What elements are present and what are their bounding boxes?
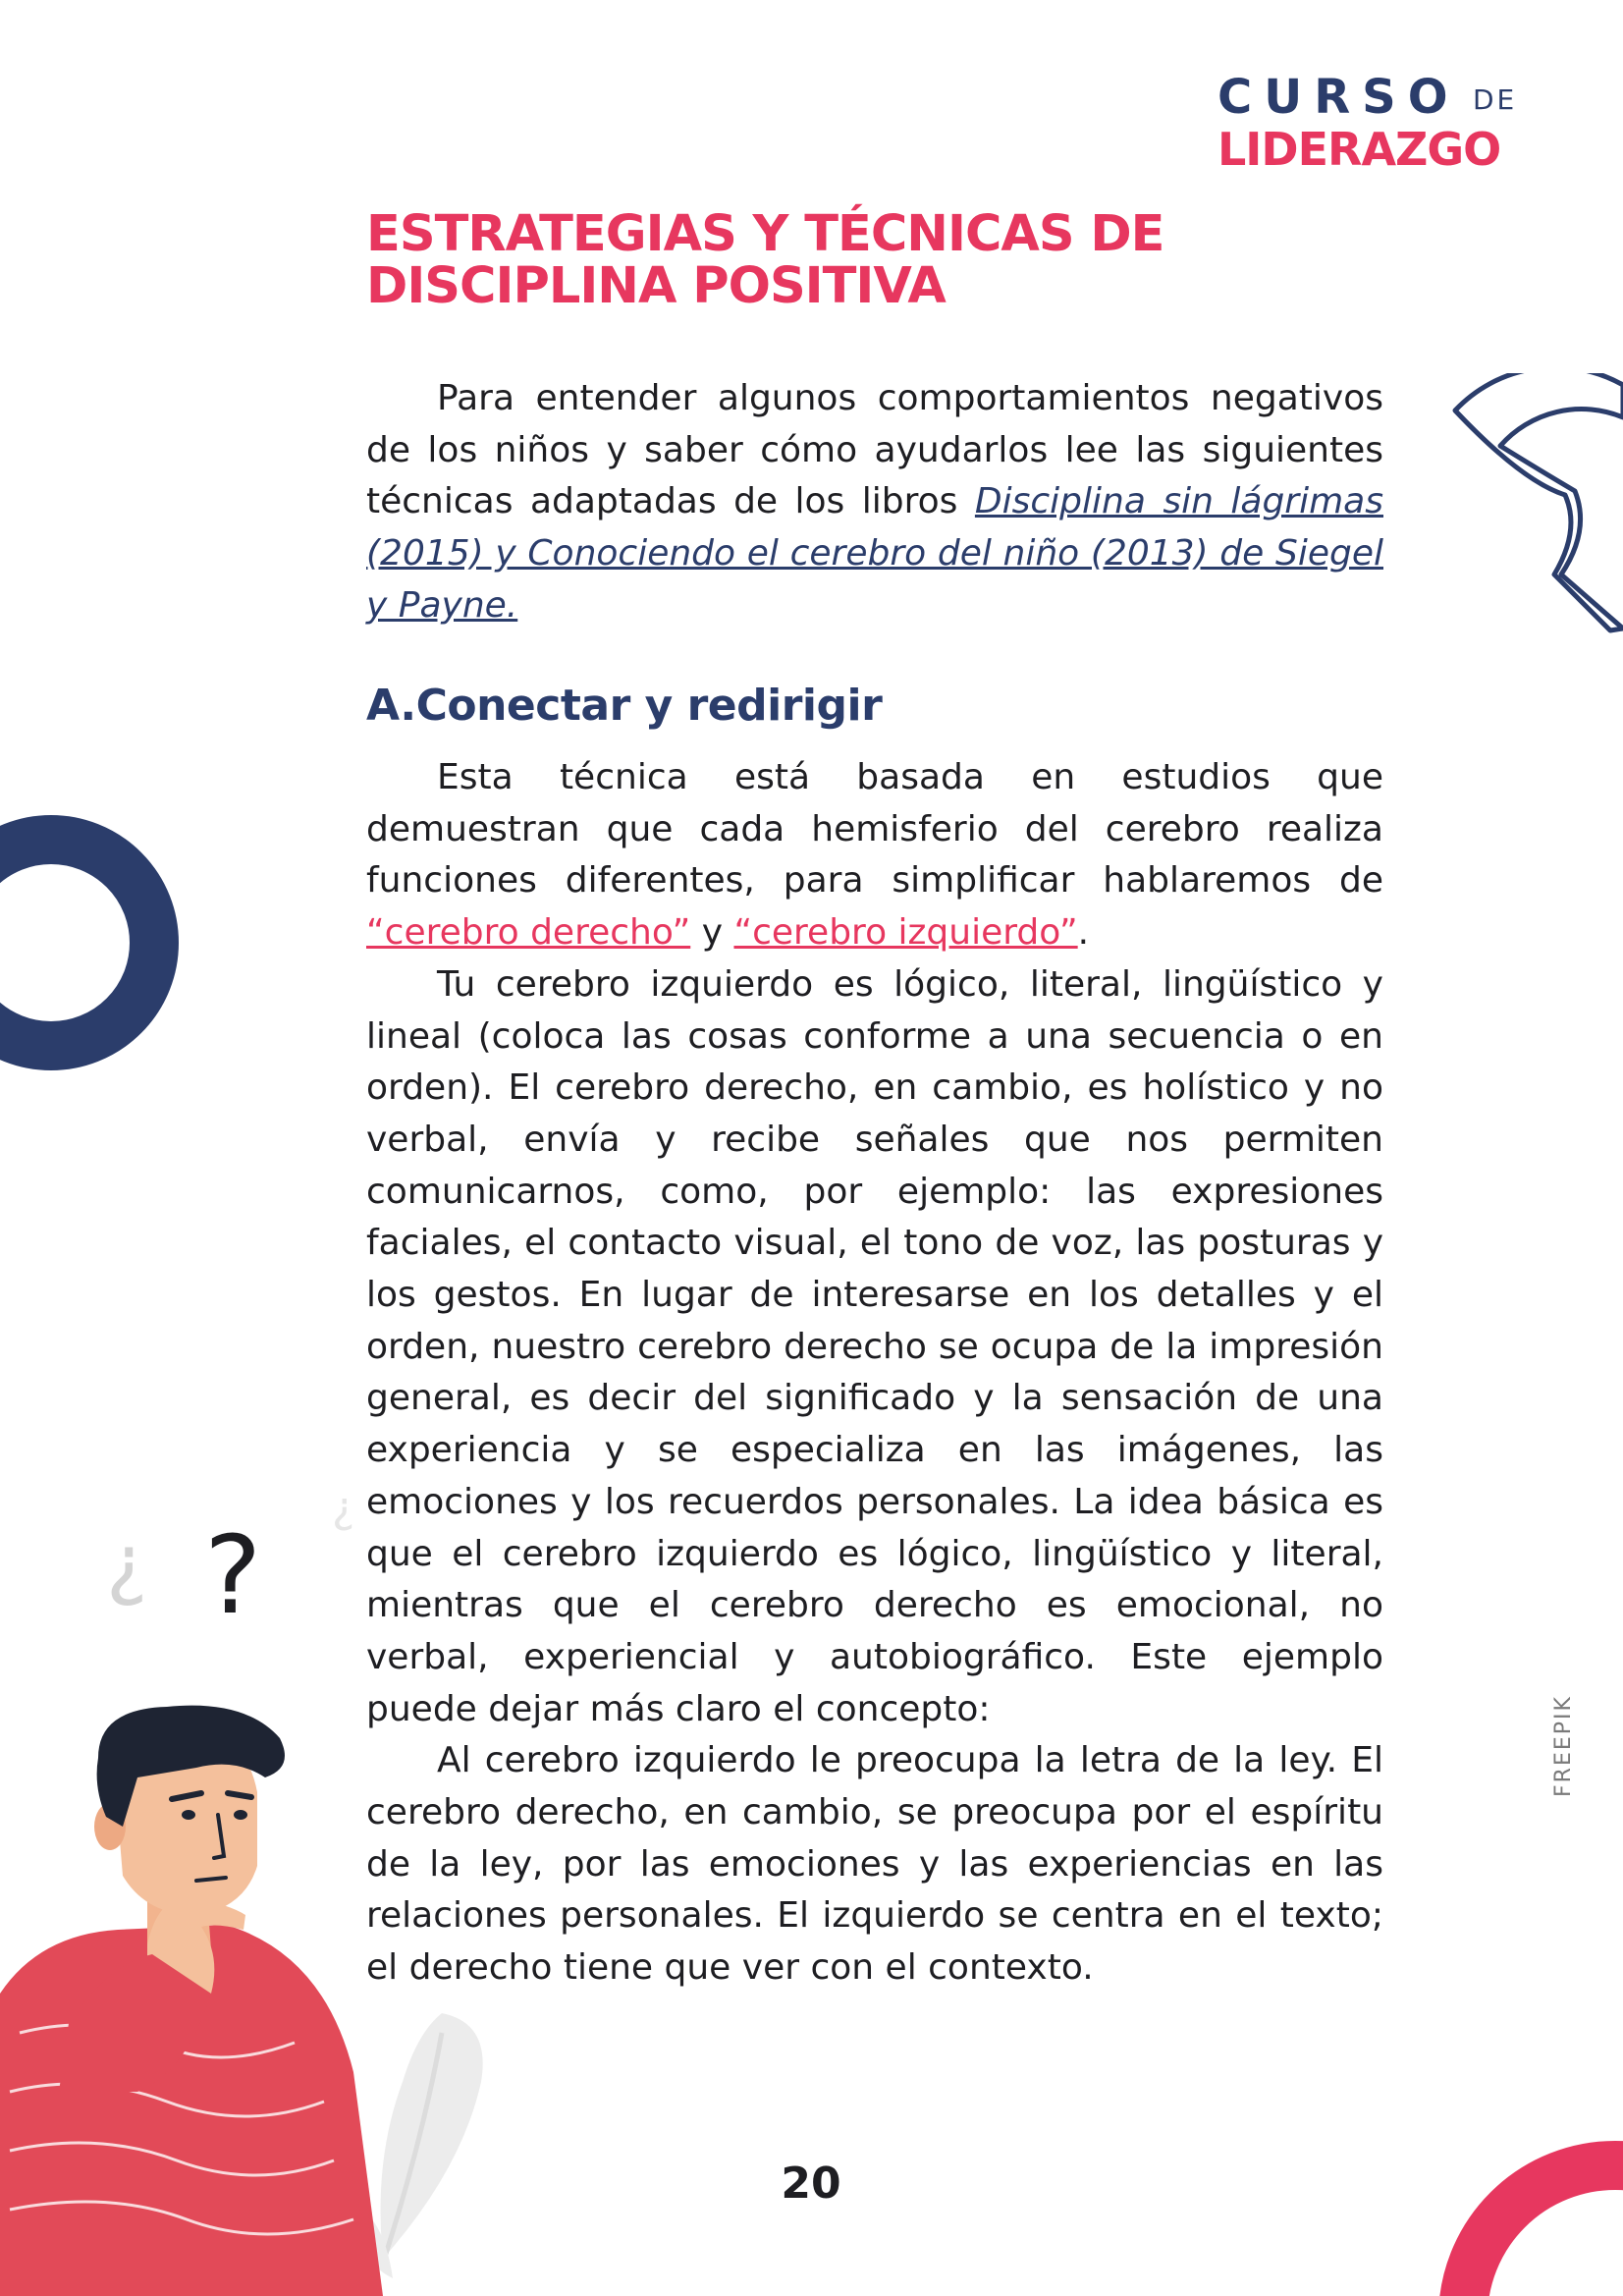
course-logo bbox=[1217, 71, 1532, 179]
paragraph-text: Esta técnica está basada en estudios que demuestran que cada hemisferio del cerebro realiza funciones diferentes, para simplificar hablaremos de bbox=[366, 757, 1383, 902]
left-ring-decoration bbox=[0, 813, 187, 1073]
logo-word-de: DE bbox=[1473, 83, 1518, 116]
term-left-brain[interactable]: “cerebro izquierdo” bbox=[733, 912, 1078, 954]
intro-paragraph bbox=[366, 373, 1383, 632]
section-heading: A.Conectar y redirigir bbox=[366, 681, 883, 731]
page-title: ESTRATEGIAS Y TÉCNICAS DE DISCIPLINA POSITIVA bbox=[366, 205, 1164, 315]
paragraph-text: y bbox=[690, 912, 734, 954]
inverted-question-mark: ¿ bbox=[106, 1517, 148, 1609]
intro-text: Para entender algunos comportamientos negativos de los niños y saber cómo ayudarlos lee las siguientes técnicas adaptadas de los libros bbox=[366, 378, 1383, 522]
section-paragraph-1 bbox=[366, 752, 1383, 959]
book-reference-link[interactable]: Disciplina sin lágrimas (2015) y Conociendo el cerebro del niño (2013) de Siegel y Payne. bbox=[366, 481, 1383, 626]
logo-word-liderazgo: LIDERAZGO bbox=[1217, 123, 1501, 176]
section-body bbox=[366, 752, 1383, 1995]
logo-word-curso: CURSO bbox=[1217, 70, 1460, 125]
term-right-brain[interactable]: “cerebro derecho” bbox=[366, 912, 691, 954]
image-credit: FREEPIK bbox=[1551, 1695, 1576, 1797]
section-paragraph-2: Tu cerebro izquierdo es lógico, literal, lingüístico y lineal (coloca las cosas conforme a una secuencia o en orden). El cerebro derecho, en cambio, es holístico y no verbal, envía y recibe señales que nos permiten comunicarnos, como, por ejemplo: las expresiones faciales, el contacto visual, el tono de voz, las posturas y los gestos. En lugar de interesarse en los detalles y el orden, nuestro cerebro derecho se ocupa de la impresión general, es decir del significado y la sensación de una experiencia y se especializa en las imágenes, las emociones y los recuerdos personales. La idea básica es que el cerebro izquierdo es lógico, lingüístico y literal, mientras que el cerebro derecho es emocional, no verbal, experiencial y autobiográfico. Este ejemplo puede dejar más claro el concepto: bbox=[366, 963, 1383, 1729]
top-right-arc-decoration bbox=[1443, 373, 1623, 638]
thinking-man-illustration bbox=[0, 1699, 412, 2296]
faint-question-mark: ¿ bbox=[332, 1483, 355, 1533]
section-paragraph-3: Al cerebro izquierdo le preocupa la letra de la ley. El cerebro derecho, en cambio, se preocupa por el espíritu de la ley, por las emociones y las experiencias en las relaciones personales. El izquierdo se centra en el texto; el derecho tiene que ver con el contexto. bbox=[366, 1740, 1383, 1989]
paragraph-text: . bbox=[1077, 912, 1090, 954]
bottom-right-ring-decoration bbox=[1404, 2136, 1623, 2296]
page-number: 20 bbox=[781, 2159, 841, 2209]
question-mark: ? bbox=[204, 1512, 262, 1638]
